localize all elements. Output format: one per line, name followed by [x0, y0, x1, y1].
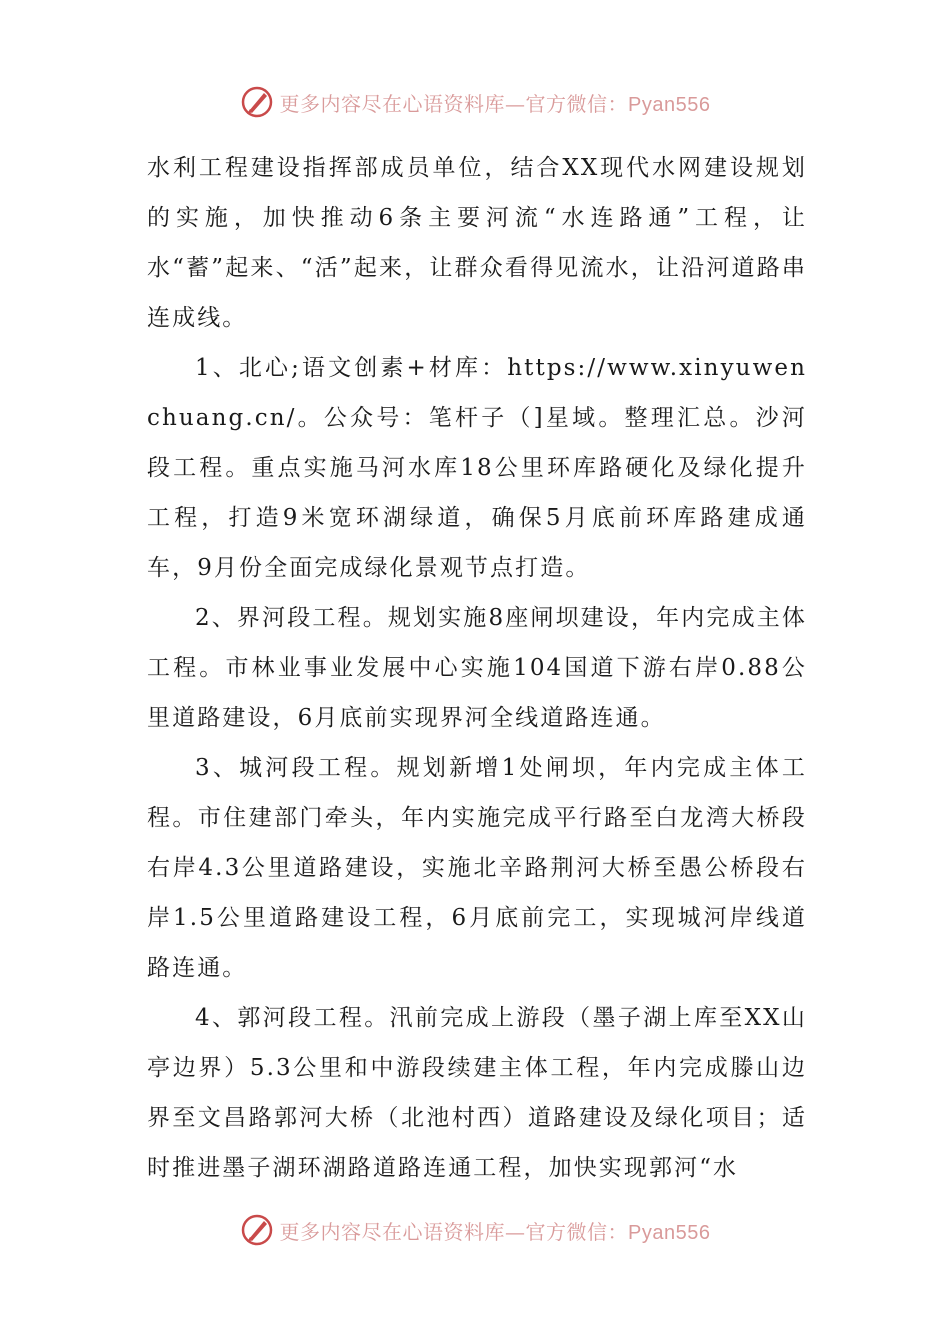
header-watermark-cn: 更多内容尽在心语资料库—官方微信： — [279, 91, 629, 116]
header-watermark-text — [280, 88, 711, 117]
paragraph-item-4: 4、郭河段工程。汛前完成上游段（墨子湖上库至XX山亭边界）5.3公里和中游段续建主体工程，年内完成滕山边界至文昌路郭河大桥（北池村西）道路建设及绿化项目；适时推进墨子湖环湖路道路连通工程，加快实现郭河“水 — [147, 1005, 807, 1181]
paragraph-item-3: 3、城河段工程。规划新增1处闸坝，年内完成主体工程。市住建部门牵头，年内实施完成平行路至白龙湾大桥段右岸4.3公里道路建设，实施北辛路荆河大桥至愚公桥段右岸1.5公里道路建设工程，6月底前完工，实现城河岸线道路连通。 — [147, 755, 807, 981]
paragraph-item-2: 2、界河段工程。规划实施8座闸坝建设，年内完成主体工程。市林业事业发展中心实施104国道下游右岸0.88公里道路建设，6月底前实现界河全线道路连通。 — [147, 605, 807, 731]
paragraph-item-1: 1、北心;语文创素+材库：https://www.xinyuwenchuang.cn/。公众号：笔杆子（]星域。整理汇总。沙河段工程。重点实施马河水库18公里环库路硬化及绿化提升工程，打造9米宽环湖绿道，确保5月底前环库路建成通车，9月份全面完成绿化景观节点打造。 — [147, 355, 807, 581]
footer-watermark-cn: 更多内容尽在心语资料库—官方微信： — [279, 1219, 629, 1244]
header-watermark-wechat-id: Pyan556 — [628, 93, 711, 116]
pen-logo-icon — [240, 1213, 274, 1247]
paragraph-intro: 水利工程建设指挥部成员单位，结合XX现代水网建设规划的实施，加快推动6条主要河流“水连路通”工程，让水“蓄”起来、“活”起来，让群众看得见流水，让沿河道路串连成线。 — [147, 155, 807, 331]
header-watermark-banner — [0, 82, 950, 122]
pen-logo-icon — [240, 85, 274, 119]
footer-watermark-text — [280, 1216, 711, 1245]
document-body — [147, 143, 807, 1193]
footer-watermark-banner — [0, 1210, 950, 1250]
footer-watermark-wechat-id: Pyan556 — [628, 1221, 711, 1244]
